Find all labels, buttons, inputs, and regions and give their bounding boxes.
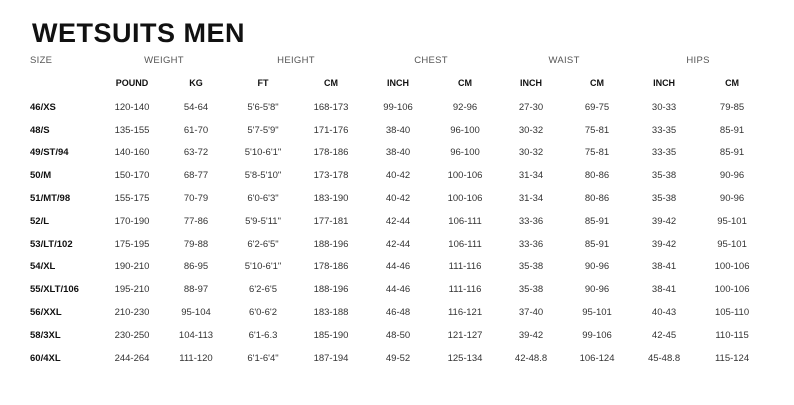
size-label: 58/3XL [30,329,61,341]
unit-header: INCH [520,78,543,88]
size-label: 53/LT/102 [30,238,73,250]
size-rows [30,96,766,370]
table-cell: 168-173 [313,101,349,113]
table-cell: 188-196 [313,284,349,296]
table-cell: 33-36 [518,238,544,250]
table-cell: 173-178 [313,170,349,182]
table-cell: 90-96 [719,170,745,182]
table-cell: 30-33 [651,101,677,113]
table-cell: 111-116 [448,261,482,273]
table-cell: 155-175 [114,193,150,205]
table-cell: 79-85 [719,101,745,113]
table-cell: 105-110 [714,307,750,319]
table-cell: 183-188 [313,307,349,319]
table-cell: 79-88 [183,238,209,250]
size-label: 52/L [30,215,50,227]
table-cell: 6'2-6'5" [247,238,279,250]
table-cell: 170-190 [114,215,150,227]
table-cell: 121-127 [447,329,483,341]
table-cell: 140-160 [114,147,150,159]
group-chest: CHEST [414,54,448,66]
table-cell: 125-134 [447,352,483,364]
table-cell: 111-120 [179,352,213,364]
unit-header: INCH [653,78,676,88]
page-title: WETSUITS MEN [32,18,245,48]
table-cell: 54-64 [183,101,209,113]
table-row [30,301,766,324]
table-cell: 39-42 [518,329,544,341]
table-cell: 177-181 [313,215,349,227]
table-cell: 5'9-5'11" [245,215,281,227]
table-cell: 33-35 [651,147,677,159]
table-cell: 90-96 [584,261,610,273]
table-cell: 95-101 [717,215,747,227]
table-cell: 35-38 [518,261,544,273]
table-cell: 85-91 [719,147,745,159]
group-header-row [30,50,766,70]
table-cell: 5'7-5'9" [247,124,279,136]
table-cell: 178-186 [313,261,349,273]
size-chart-table [30,50,766,370]
table-cell: 171-176 [313,124,349,136]
table-cell: 90-96 [719,193,745,205]
table-cell: 188-196 [313,238,349,250]
table-cell: 185-190 [313,329,349,341]
table-cell: 85-91 [584,238,610,250]
table-row [30,324,766,347]
table-cell: 42-44 [385,215,411,227]
table-cell: 86-95 [183,261,209,273]
table-row [30,278,766,301]
table-cell: 38-41 [651,261,677,273]
table-cell: 6'0-6'2 [249,307,277,319]
table-cell: 88-97 [183,284,209,296]
table-cell: 104-113 [178,329,214,341]
table-row [30,142,766,165]
table-cell: 5'8-5'10" [244,170,282,182]
table-cell: 95-101 [582,307,612,319]
unit-header [30,70,100,96]
table-cell: 6'1-6.3 [248,329,278,341]
table-cell: 39-42 [651,215,677,227]
table-cell: 30-32 [518,147,544,159]
table-cell: 96-100 [450,147,480,159]
table-cell: 120-140 [114,101,150,113]
size-label: 56/XXL [30,307,62,319]
table-cell: 110-115 [715,329,749,341]
table-cell: 106-111 [448,215,482,227]
table-cell: 106-111 [448,238,482,250]
table-cell: 195-210 [114,284,150,296]
group-height: HEIGHT [277,54,315,66]
table-cell: 38-40 [385,124,411,136]
table-cell: 178-186 [313,147,349,159]
table-cell: 187-194 [313,352,349,364]
unit-header: CM [324,78,339,88]
table-cell: 5'10-6'1" [244,147,282,159]
size-label: 50/M [30,170,52,182]
table-cell: 135-155 [114,124,150,136]
table-row [30,233,766,256]
size-label: 48/S [30,124,50,136]
table-cell: 45-48.8 [647,352,681,364]
size-label: 60/4XL [30,352,61,364]
table-cell: 111-116 [448,284,482,296]
table-cell: 48-50 [385,329,411,341]
table-cell: 31-34 [518,193,544,205]
unit-header: FT [257,78,269,88]
table-row [30,256,766,279]
table-cell: 95-101 [717,238,747,250]
size-label: 55/XLT/106 [30,284,79,296]
table-cell: 35-38 [651,193,677,205]
table-row [30,96,766,119]
group-size: SIZE [30,54,53,66]
table-cell: 106-124 [579,352,615,364]
size-label: 46/XS [30,101,56,113]
table-cell: 40-43 [651,307,677,319]
table-cell: 95-104 [181,307,211,319]
table-cell: 42-48.8 [514,352,548,364]
group-weight: WEIGHT [144,54,184,66]
table-cell: 150-170 [114,170,150,182]
table-cell: 61-70 [183,124,209,136]
table-cell: 68-77 [183,170,209,182]
table-cell: 175-195 [114,238,150,250]
table-cell: 6'0-6'3" [247,193,279,205]
table-cell: 190-210 [114,261,150,273]
unit-header: CM [725,78,740,88]
table-row [30,347,766,370]
table-cell: 30-32 [518,124,544,136]
table-cell: 92-96 [452,101,478,113]
unit-header: CM [590,78,605,88]
size-label: 54/XL [30,261,56,273]
table-cell: 96-100 [450,124,480,136]
table-cell: 77-86 [183,215,209,227]
table-cell: 42-44 [385,238,411,250]
table-row [30,187,766,210]
table-cell: 42-45 [651,329,677,341]
unit-header-row [30,70,766,96]
table-cell: 99-106 [383,101,413,113]
table-cell: 100-106 [447,170,483,182]
table-cell: 90-96 [584,284,610,296]
group-hips: HIPS [686,54,710,66]
table-cell: 100-106 [714,261,750,273]
table-cell: 35-38 [651,170,677,182]
unit-header: POUND [115,78,149,88]
table-cell: 44-46 [385,284,411,296]
table-cell: 80-86 [584,170,610,182]
table-cell: 38-41 [651,284,677,296]
table-cell: 244-264 [114,352,150,364]
table-cell: 75-81 [584,124,610,136]
table-cell: 100-106 [714,284,750,296]
table-cell: 100-106 [447,193,483,205]
table-cell: 33-36 [518,215,544,227]
table-cell: 63-72 [183,147,209,159]
table-cell: 230-250 [114,329,150,341]
table-cell: 27-30 [518,101,544,113]
table-row [30,210,766,233]
table-cell: 37-40 [518,307,544,319]
table-cell: 210-230 [114,307,150,319]
table-cell: 99-106 [582,329,612,341]
size-label: 51/MT/98 [30,193,71,205]
table-cell: 75-81 [584,147,610,159]
table-cell: 39-42 [651,238,677,250]
table-row [30,119,766,142]
table-cell: 44-46 [385,261,411,273]
table-cell: 6'2-6'5 [249,284,277,296]
table-cell: 80-86 [584,193,610,205]
unit-header: KG [189,78,203,88]
table-cell: 31-34 [518,170,544,182]
table-cell: 38-40 [385,147,411,159]
table-cell: 85-91 [584,215,610,227]
unit-header: CM [458,78,473,88]
table-cell: 46-48 [385,307,411,319]
table-cell: 40-42 [385,193,411,205]
table-cell: 49-52 [385,352,411,364]
table-cell: 6'1-6'4" [247,352,279,364]
table-cell: 85-91 [719,124,745,136]
unit-header: INCH [387,78,410,88]
table-cell: 115-124 [714,352,750,364]
table-cell: 183-190 [313,193,349,205]
table-cell: 5'10-6'1" [244,261,282,273]
table-cell: 35-38 [518,284,544,296]
table-cell: 33-35 [651,124,677,136]
table-cell: 116-121 [447,307,483,319]
size-label: 49/ST/94 [30,147,69,159]
table-cell: 5'6-5'8" [247,101,279,113]
table-cell: 69-75 [584,101,610,113]
table-cell: 70-79 [183,193,209,205]
table-row [30,164,766,187]
group-waist: WAIST [548,54,580,66]
table-cell: 40-42 [385,170,411,182]
